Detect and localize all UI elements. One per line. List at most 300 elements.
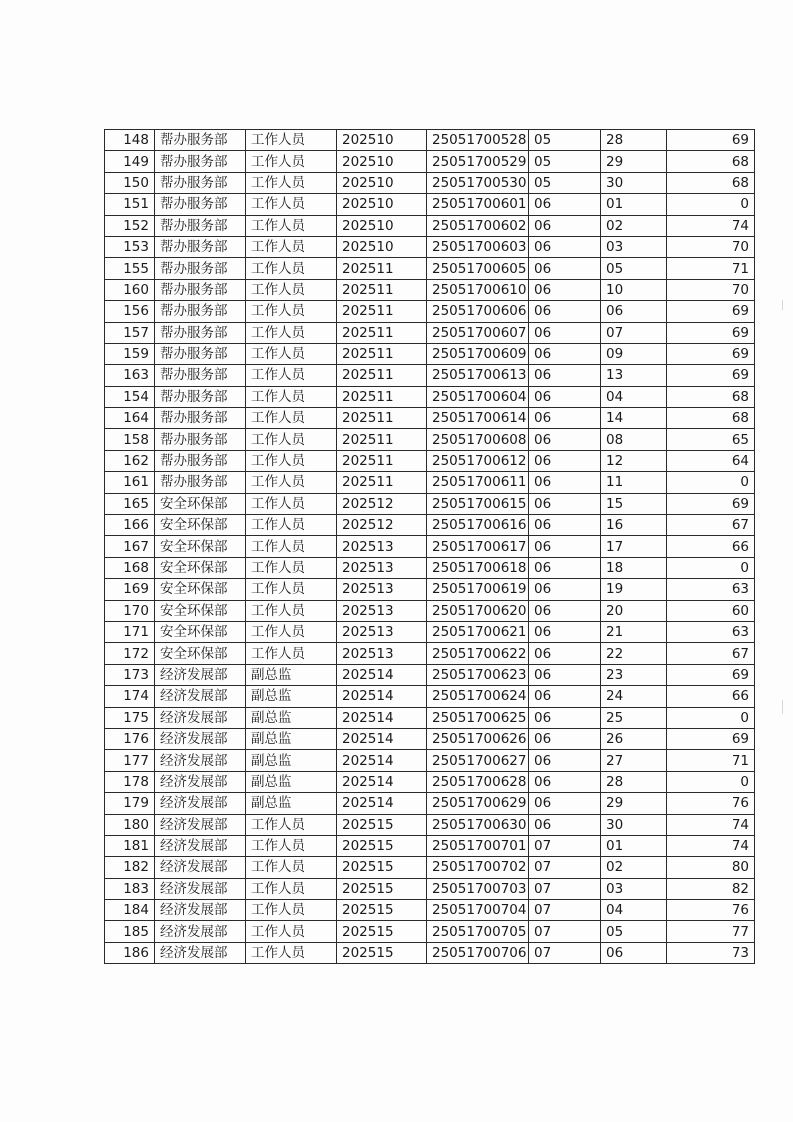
cell-exam-room: 06 [529, 814, 601, 835]
cell-number: 180 [105, 814, 155, 835]
cell-seat-number: 27 [601, 750, 667, 771]
cell-score: 69 [667, 365, 755, 386]
table-row [105, 130, 755, 151]
cell-seat-number: 30 [601, 172, 667, 193]
cell-position-code: 202511 [337, 429, 427, 450]
table-row [105, 536, 755, 557]
cell-ticket-number: 25051700617 [427, 536, 529, 557]
cell-seat-number: 10 [601, 279, 667, 300]
cell-position: 工作人员 [246, 450, 337, 471]
cell-score: 74 [667, 835, 755, 856]
cell-number: 184 [105, 900, 155, 921]
table-row [105, 236, 755, 257]
cell-ticket-number: 25051700626 [427, 728, 529, 749]
cell-ticket-number: 25051700604 [427, 386, 529, 407]
table-row [105, 621, 755, 642]
table-row [105, 408, 755, 429]
cell-seat-number: 19 [601, 579, 667, 600]
cell-exam-room: 06 [529, 600, 601, 621]
cell-position: 工作人员 [246, 814, 337, 835]
cell-score: 65 [667, 429, 755, 450]
cell-position-code: 202513 [337, 557, 427, 578]
cell-position-code: 202513 [337, 600, 427, 621]
cell-department: 安全环保部 [155, 643, 246, 664]
cell-department: 帮办服务部 [155, 130, 246, 151]
cell-ticket-number: 25051700628 [427, 771, 529, 792]
table-row [105, 493, 755, 514]
cell-position-code: 202513 [337, 621, 427, 642]
table-row [105, 900, 755, 921]
cell-number: 160 [105, 279, 155, 300]
cell-position-code: 202510 [337, 130, 427, 151]
cell-position: 工作人员 [246, 493, 337, 514]
cell-position-code: 202514 [337, 728, 427, 749]
cell-department: 经济发展部 [155, 707, 246, 728]
cell-score: 74 [667, 814, 755, 835]
table-row [105, 793, 755, 814]
cell-seat-number: 07 [601, 322, 667, 343]
cell-position-code: 202513 [337, 579, 427, 600]
cell-position: 工作人员 [246, 386, 337, 407]
cell-position: 工作人员 [246, 322, 337, 343]
cell-number: 158 [105, 429, 155, 450]
cell-position: 工作人员 [246, 621, 337, 642]
cell-ticket-number: 25051700605 [427, 258, 529, 279]
cell-score: 68 [667, 386, 755, 407]
cell-exam-room: 06 [529, 557, 601, 578]
cell-exam-room: 05 [529, 151, 601, 172]
table-row [105, 750, 755, 771]
cell-number: 163 [105, 365, 155, 386]
cell-seat-number: 11 [601, 472, 667, 493]
cell-seat-number: 04 [601, 386, 667, 407]
table-row [105, 472, 755, 493]
cell-ticket-number: 25051700702 [427, 857, 529, 878]
table-row [105, 771, 755, 792]
cell-ticket-number: 25051700706 [427, 942, 529, 963]
cell-ticket-number: 25051700701 [427, 835, 529, 856]
cell-position: 工作人员 [246, 279, 337, 300]
cell-ticket-number: 25051700627 [427, 750, 529, 771]
cell-number: 150 [105, 172, 155, 193]
cell-position-code: 202514 [337, 664, 427, 685]
cell-department: 帮办服务部 [155, 429, 246, 450]
cell-seat-number: 12 [601, 450, 667, 471]
cell-department: 安全环保部 [155, 515, 246, 536]
cell-score: 68 [667, 408, 755, 429]
cell-seat-number: 22 [601, 643, 667, 664]
cell-score: 76 [667, 900, 755, 921]
cell-seat-number: 16 [601, 515, 667, 536]
table-row [105, 942, 755, 963]
cell-score: 0 [667, 771, 755, 792]
cell-department: 安全环保部 [155, 600, 246, 621]
cell-department: 帮办服务部 [155, 365, 246, 386]
cell-ticket-number: 25051700630 [427, 814, 529, 835]
cell-department: 经济发展部 [155, 857, 246, 878]
table-row [105, 557, 755, 578]
cell-score: 68 [667, 151, 755, 172]
cell-position-code: 202515 [337, 835, 427, 856]
cell-number: 183 [105, 878, 155, 899]
cell-number: 178 [105, 771, 155, 792]
table-row [105, 343, 755, 364]
score-table [104, 129, 755, 964]
cell-seat-number: 15 [601, 493, 667, 514]
cell-position: 工作人员 [246, 343, 337, 364]
cell-ticket-number: 25051700621 [427, 621, 529, 642]
table-row [105, 365, 755, 386]
cell-exam-room: 06 [529, 408, 601, 429]
cell-ticket-number: 25051700703 [427, 878, 529, 899]
cell-number: 170 [105, 600, 155, 621]
cell-department: 经济发展部 [155, 728, 246, 749]
cell-department: 经济发展部 [155, 686, 246, 707]
cell-position: 副总监 [246, 771, 337, 792]
cell-position: 工作人员 [246, 878, 337, 899]
cell-exam-room: 06 [529, 279, 601, 300]
cell-position-code: 202511 [337, 450, 427, 471]
cell-exam-room: 06 [529, 515, 601, 536]
cell-number: 179 [105, 793, 155, 814]
cell-position-code: 202511 [337, 343, 427, 364]
cell-department: 帮办服务部 [155, 472, 246, 493]
cell-exam-room: 06 [529, 686, 601, 707]
cell-department: 帮办服务部 [155, 408, 246, 429]
cell-position: 副总监 [246, 750, 337, 771]
table-row [105, 301, 755, 322]
cell-position-code: 202512 [337, 515, 427, 536]
cell-exam-room: 06 [529, 450, 601, 471]
cell-department: 帮办服务部 [155, 301, 246, 322]
cell-number: 169 [105, 579, 155, 600]
cell-exam-room: 06 [529, 258, 601, 279]
cell-seat-number: 29 [601, 793, 667, 814]
cell-exam-room: 06 [529, 664, 601, 685]
cell-seat-number: 09 [601, 343, 667, 364]
cell-score: 69 [667, 728, 755, 749]
cell-number: 174 [105, 686, 155, 707]
cell-exam-room: 06 [529, 536, 601, 557]
cell-number: 177 [105, 750, 155, 771]
table-row [105, 686, 755, 707]
table-row [105, 515, 755, 536]
cell-exam-room: 07 [529, 900, 601, 921]
cell-number: 166 [105, 515, 155, 536]
cell-ticket-number: 25051700705 [427, 921, 529, 942]
cell-ticket-number: 25051700623 [427, 664, 529, 685]
cell-department: 帮办服务部 [155, 450, 246, 471]
cell-position: 工作人员 [246, 835, 337, 856]
cell-department: 经济发展部 [155, 750, 246, 771]
cell-seat-number: 13 [601, 365, 667, 386]
cell-position-code: 202515 [337, 921, 427, 942]
table-row [105, 322, 755, 343]
cell-position-code: 202513 [337, 643, 427, 664]
cell-ticket-number: 25051700602 [427, 215, 529, 236]
cell-exam-room: 06 [529, 215, 601, 236]
table-row [105, 450, 755, 471]
cell-seat-number: 05 [601, 921, 667, 942]
cell-exam-room: 05 [529, 172, 601, 193]
cell-position: 工作人员 [246, 472, 337, 493]
table-row [105, 664, 755, 685]
cell-ticket-number: 25051700607 [427, 322, 529, 343]
cell-position: 工作人员 [246, 643, 337, 664]
table-row [105, 814, 755, 835]
cell-department: 帮办服务部 [155, 258, 246, 279]
cell-number: 151 [105, 194, 155, 215]
cell-exam-room: 06 [529, 771, 601, 792]
cell-seat-number: 17 [601, 536, 667, 557]
cell-seat-number: 20 [601, 600, 667, 621]
cell-number: 161 [105, 472, 155, 493]
cell-position: 工作人员 [246, 194, 337, 215]
cell-number: 153 [105, 236, 155, 257]
cell-ticket-number: 25051700610 [427, 279, 529, 300]
table-row [105, 429, 755, 450]
cell-position-code: 202515 [337, 878, 427, 899]
cell-seat-number: 18 [601, 557, 667, 578]
cell-ticket-number: 25051700704 [427, 900, 529, 921]
cell-position-code: 202514 [337, 686, 427, 707]
cell-position-code: 202514 [337, 750, 427, 771]
cell-seat-number: 03 [601, 236, 667, 257]
table-row [105, 600, 755, 621]
cell-department: 帮办服务部 [155, 172, 246, 193]
cell-exam-room: 06 [529, 579, 601, 600]
cell-department: 帮办服务部 [155, 236, 246, 257]
cell-ticket-number: 25051700615 [427, 493, 529, 514]
cell-seat-number: 06 [601, 301, 667, 322]
cell-position: 工作人员 [246, 515, 337, 536]
cell-score: 66 [667, 536, 755, 557]
cell-department: 安全环保部 [155, 579, 246, 600]
cell-number: 157 [105, 322, 155, 343]
cell-exam-room: 06 [529, 707, 601, 728]
table-row [105, 643, 755, 664]
cell-position: 工作人员 [246, 408, 337, 429]
cell-position: 副总监 [246, 707, 337, 728]
cell-seat-number: 14 [601, 408, 667, 429]
cell-position: 工作人员 [246, 365, 337, 386]
cell-score: 0 [667, 707, 755, 728]
scan-edge-mark [782, 700, 783, 714]
cell-position-code: 202510 [337, 236, 427, 257]
cell-score: 70 [667, 236, 755, 257]
cell-position-code: 202515 [337, 814, 427, 835]
cell-ticket-number: 25051700609 [427, 343, 529, 364]
cell-score: 69 [667, 322, 755, 343]
table-row [105, 835, 755, 856]
cell-ticket-number: 25051700620 [427, 600, 529, 621]
table-row [105, 878, 755, 899]
cell-position: 工作人员 [246, 921, 337, 942]
cell-exam-room: 06 [529, 386, 601, 407]
cell-position-code: 202515 [337, 857, 427, 878]
cell-position-code: 202511 [337, 258, 427, 279]
cell-ticket-number: 25051700601 [427, 194, 529, 215]
cell-position: 副总监 [246, 728, 337, 749]
cell-seat-number: 06 [601, 942, 667, 963]
cell-position-code: 202513 [337, 536, 427, 557]
cell-exam-room: 07 [529, 878, 601, 899]
cell-ticket-number: 25051700625 [427, 707, 529, 728]
cell-department: 经济发展部 [155, 942, 246, 963]
table-row [105, 921, 755, 942]
cell-score: 0 [667, 472, 755, 493]
cell-number: 149 [105, 151, 155, 172]
cell-score: 74 [667, 215, 755, 236]
table-row [105, 151, 755, 172]
cell-position: 工作人员 [246, 900, 337, 921]
cell-department: 经济发展部 [155, 921, 246, 942]
cell-number: 152 [105, 215, 155, 236]
cell-score: 77 [667, 921, 755, 942]
cell-number: 171 [105, 621, 155, 642]
cell-department: 帮办服务部 [155, 322, 246, 343]
cell-exam-room: 07 [529, 857, 601, 878]
cell-ticket-number: 25051700613 [427, 365, 529, 386]
cell-score: 82 [667, 878, 755, 899]
cell-department: 帮办服务部 [155, 151, 246, 172]
cell-position: 工作人员 [246, 429, 337, 450]
cell-exam-room: 06 [529, 750, 601, 771]
cell-department: 安全环保部 [155, 557, 246, 578]
cell-exam-room: 06 [529, 621, 601, 642]
cell-number: 173 [105, 664, 155, 685]
cell-score: 0 [667, 194, 755, 215]
cell-position-code: 202514 [337, 793, 427, 814]
cell-score: 69 [667, 130, 755, 151]
cell-department: 帮办服务部 [155, 343, 246, 364]
cell-number: 154 [105, 386, 155, 407]
cell-exam-room: 06 [529, 343, 601, 364]
cell-exam-room: 06 [529, 365, 601, 386]
cell-department: 经济发展部 [155, 835, 246, 856]
cell-number: 168 [105, 557, 155, 578]
cell-seat-number: 02 [601, 857, 667, 878]
cell-score: 66 [667, 686, 755, 707]
cell-score: 73 [667, 942, 755, 963]
cell-ticket-number: 25051700629 [427, 793, 529, 814]
cell-seat-number: 04 [601, 900, 667, 921]
cell-position-code: 202510 [337, 172, 427, 193]
cell-score: 60 [667, 600, 755, 621]
cell-position-code: 202511 [337, 408, 427, 429]
cell-position: 工作人员 [246, 942, 337, 963]
cell-ticket-number: 25051700622 [427, 643, 529, 664]
cell-number: 172 [105, 643, 155, 664]
cell-position-code: 202511 [337, 301, 427, 322]
cell-position-code: 202514 [337, 771, 427, 792]
cell-exam-room: 07 [529, 921, 601, 942]
table-row [105, 579, 755, 600]
cell-seat-number: 28 [601, 771, 667, 792]
cell-number: 162 [105, 450, 155, 471]
cell-seat-number: 23 [601, 664, 667, 685]
cell-seat-number: 28 [601, 130, 667, 151]
table-row [105, 172, 755, 193]
cell-exam-room: 06 [529, 194, 601, 215]
cell-department: 经济发展部 [155, 900, 246, 921]
cell-position: 工作人员 [246, 536, 337, 557]
cell-position: 工作人员 [246, 301, 337, 322]
cell-position: 工作人员 [246, 130, 337, 151]
cell-score: 64 [667, 450, 755, 471]
cell-exam-room: 06 [529, 643, 601, 664]
cell-department: 经济发展部 [155, 771, 246, 792]
cell-score: 71 [667, 750, 755, 771]
cell-position: 工作人员 [246, 258, 337, 279]
cell-department: 帮办服务部 [155, 194, 246, 215]
cell-number: 159 [105, 343, 155, 364]
cell-position: 工作人员 [246, 600, 337, 621]
cell-number: 156 [105, 301, 155, 322]
cell-ticket-number: 25051700612 [427, 450, 529, 471]
cell-ticket-number: 25051700528 [427, 130, 529, 151]
cell-seat-number: 02 [601, 215, 667, 236]
cell-number: 165 [105, 493, 155, 514]
cell-score: 69 [667, 664, 755, 685]
cell-score: 68 [667, 172, 755, 193]
cell-exam-room: 06 [529, 301, 601, 322]
cell-position: 工作人员 [246, 215, 337, 236]
cell-score: 0 [667, 557, 755, 578]
cell-position-code: 202515 [337, 900, 427, 921]
cell-number: 186 [105, 942, 155, 963]
cell-position-code: 202510 [337, 194, 427, 215]
cell-ticket-number: 25051700606 [427, 301, 529, 322]
cell-exam-room: 06 [529, 429, 601, 450]
cell-score: 69 [667, 343, 755, 364]
scan-edge-mark [782, 300, 783, 310]
cell-number: 175 [105, 707, 155, 728]
cell-position-code: 202511 [337, 279, 427, 300]
cell-seat-number: 21 [601, 621, 667, 642]
cell-seat-number: 26 [601, 728, 667, 749]
cell-seat-number: 29 [601, 151, 667, 172]
cell-position-code: 202511 [337, 386, 427, 407]
cell-ticket-number: 25051700624 [427, 686, 529, 707]
cell-score: 80 [667, 857, 755, 878]
cell-department: 安全环保部 [155, 493, 246, 514]
table-row [105, 258, 755, 279]
cell-exam-room: 06 [529, 236, 601, 257]
cell-position: 工作人员 [246, 557, 337, 578]
cell-exam-room: 05 [529, 130, 601, 151]
cell-number: 155 [105, 258, 155, 279]
cell-position: 副总监 [246, 664, 337, 685]
cell-number: 176 [105, 728, 155, 749]
cell-seat-number: 24 [601, 686, 667, 707]
table-row [105, 279, 755, 300]
cell-score: 69 [667, 493, 755, 514]
cell-position-code: 202515 [337, 942, 427, 963]
cell-department: 帮办服务部 [155, 215, 246, 236]
cell-department: 安全环保部 [155, 621, 246, 642]
cell-seat-number: 08 [601, 429, 667, 450]
cell-department: 帮办服务部 [155, 279, 246, 300]
cell-score: 67 [667, 515, 755, 536]
cell-position-code: 202511 [337, 472, 427, 493]
cell-ticket-number: 25051700529 [427, 151, 529, 172]
cell-score: 71 [667, 258, 755, 279]
cell-department: 经济发展部 [155, 793, 246, 814]
cell-seat-number: 01 [601, 835, 667, 856]
cell-seat-number: 25 [601, 707, 667, 728]
cell-number: 182 [105, 857, 155, 878]
